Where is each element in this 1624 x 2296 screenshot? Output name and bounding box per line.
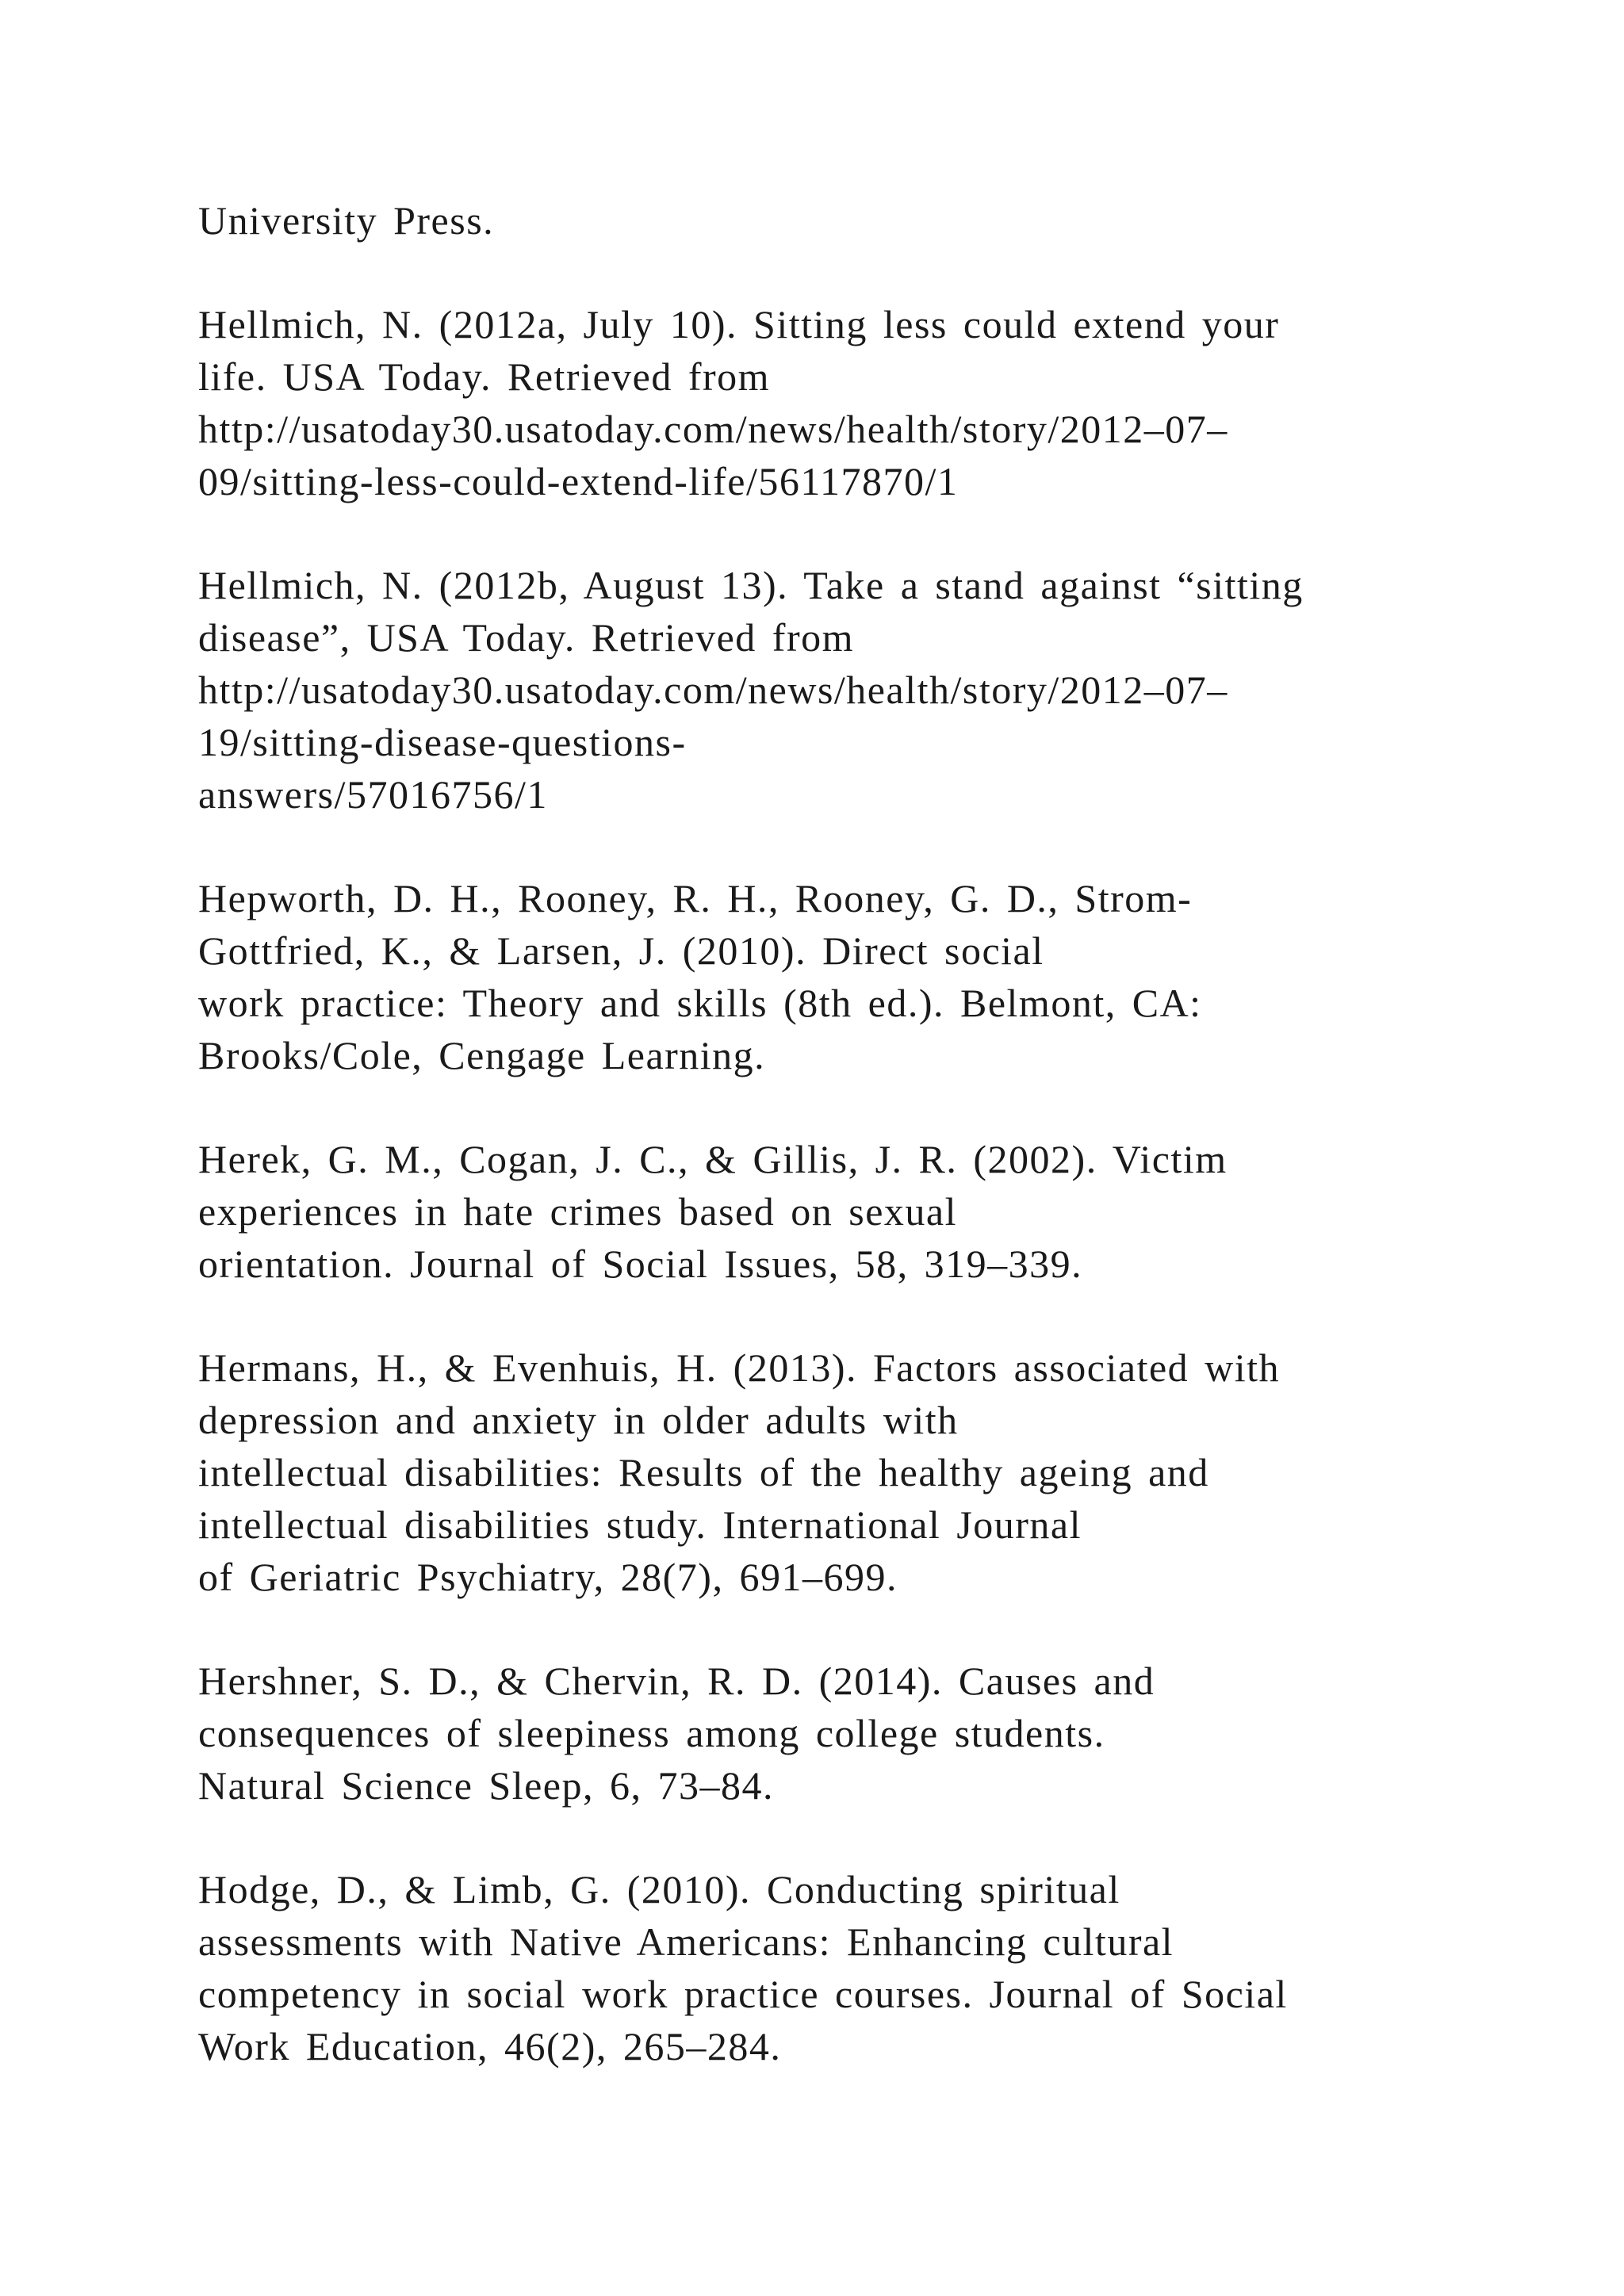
reference-line: Brooks/Cole, Cengage Learning.	[198, 1033, 766, 1077]
reference-url-line: http://usatoday30.usatoday.com/news/health/story/2012–07–	[198, 668, 1228, 712]
reference-line: competency in social work practice courses. Journal of Social	[198, 1972, 1288, 2016]
reference-entry-hodge-2010	[198, 1863, 1435, 2072]
reference-line: Hodge, D., & Limb, G. (2010). Conducting spiritual	[198, 1867, 1120, 1911]
reference-line: Work Education, 46(2), 265–284.	[198, 2024, 782, 2068]
reference-line: of Geriatric Psychiatry, 28(7), 691–699.	[198, 1555, 898, 1599]
reference-entry-hellmich-2012b	[198, 559, 1435, 821]
reference-line: depression and anxiety in older adults with	[198, 1398, 959, 1442]
reference-url-line: 09/sitting-less-could-extend-life/56117870/1	[198, 459, 959, 503]
reference-line: orientation. Journal of Social Issues, 58, 319–339.	[198, 1242, 1083, 1286]
reference-line: disease”, USA Today. Retrieved from	[198, 615, 854, 660]
reference-line: experiences in hate crimes based on sexual	[198, 1189, 957, 1234]
reference-line: assessments with Native Americans: Enhancing cultural	[198, 1919, 1174, 1964]
reference-entry-hershner-2014	[198, 1655, 1435, 1812]
reference-line: consequences of sleepiness among college students.	[198, 1711, 1105, 1755]
reference-line: Hellmich, N. (2012b, August 13). Take a stand against “sitting	[198, 563, 1304, 607]
reference-url-line: answers/57016756/1	[198, 772, 548, 817]
reference-url-line: http://usatoday30.usatoday.com/news/health/story/2012–07–	[198, 407, 1228, 451]
reference-line: Hellmich, N. (2012a, July 10). Sitting less could extend your	[198, 302, 1280, 346]
reference-entry-herek-2002	[198, 1133, 1435, 1290]
reference-list	[198, 194, 1435, 2124]
reference-entry-hermans-2013	[198, 1341, 1435, 1603]
reference-line: University Press.	[198, 198, 495, 243]
reference-entry-hepworth-2010	[198, 872, 1435, 1081]
reference-line: Natural Science Sleep, 6, 73–84.	[198, 1763, 774, 1808]
reference-entry-university-press	[198, 194, 1435, 247]
reference-line: intellectual disabilities study. International Journal	[198, 1502, 1082, 1547]
reference-entry-hellmich-2012a	[198, 298, 1435, 507]
reference-line: Gottfried, K., & Larsen, J. (2010). Direct social	[198, 928, 1044, 973]
reference-url-line: 19/sitting-disease-questions-	[198, 720, 687, 764]
reference-line: Herek, G. M., Cogan, J. C., & Gillis, J. R. (2002). Victim	[198, 1137, 1228, 1181]
reference-line: work practice: Theory and skills (8th ed.). Belmont, CA:	[198, 981, 1202, 1025]
reference-line: life. USA Today. Retrieved from	[198, 354, 771, 399]
reference-line: intellectual disabilities: Results of the healthy ageing and	[198, 1450, 1209, 1494]
reference-line: Hepworth, D. H., Rooney, R. H., Rooney, G. D., Strom-	[198, 876, 1193, 920]
reference-line: Hershner, S. D., & Chervin, R. D. (2014). Causes and	[198, 1659, 1155, 1703]
reference-line: Hermans, H., & Evenhuis, H. (2013). Factors associated with	[198, 1345, 1281, 1390]
